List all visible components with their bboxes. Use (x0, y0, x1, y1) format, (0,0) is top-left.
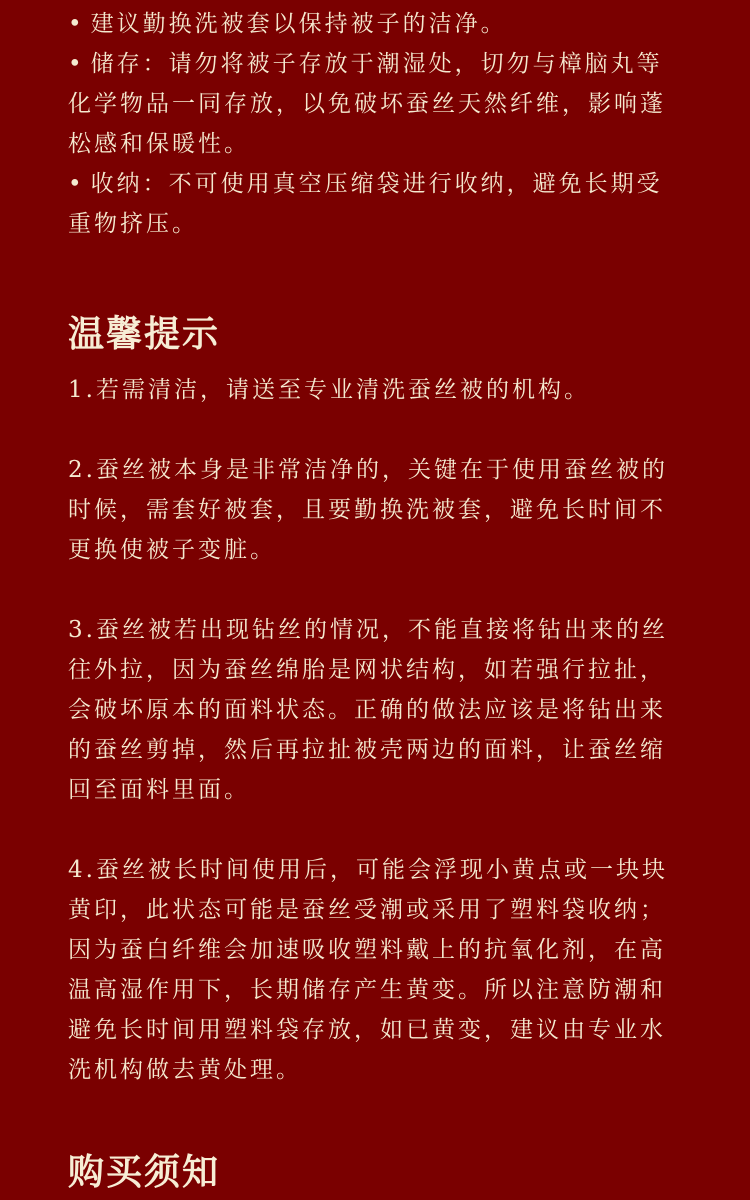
care-item-text: 建议勤换洗被套以保持被子的洁净。 (90, 11, 507, 37)
tip-item-1: 1.若需清洁，请送至专业清洗蚕丝被的机构。 (68, 377, 590, 403)
bullet-dot: • (68, 11, 85, 37)
tips-heading: 温馨提示 (68, 313, 221, 355)
care-item-wash (68, 4, 688, 44)
bullet-dot: • (68, 171, 85, 197)
tip-item-4: 4.蚕丝被长时间使用后，可能会浮现小黄点或一块块黄印，此状态可能是蚕丝受潮或采用了塑料袋收纳；因为蚕白纤维会加速吸收塑料戴上的抗氧化剂，在高温高湿作用下，长期储存产生黄变。所以注意防潮和避免长时间用塑料袋存放，如已黄变，建议由专业水洗机构做去黄处理。 (68, 857, 668, 1083)
tips-list (68, 370, 688, 1130)
purchase-heading: 购买须知 (68, 1151, 221, 1193)
care-item-packing (68, 164, 688, 244)
care-instructions-list (68, 4, 688, 244)
tip-item-3: 3.蚕丝被若出现钻丝的情况，不能直接将钻出来的丝往外拉，因为蚕丝绵胎是网状结构，如若强行拉扯，会破坏原本的面料状态。正确的做法应该是将钻出来的蚕丝剪掉，然后再拉扯被壳两边的面料，让蚕丝缩回至面料里面。 (68, 617, 668, 803)
care-item-storage (68, 44, 688, 164)
bullet-dot: • (68, 51, 85, 77)
tip-item-2: 2.蚕丝被本身是非常洁净的，关键在于使用蚕丝被的时候，需套好被套，且要勤换洗被套，避免长时间不更换使被子变脏。 (68, 457, 668, 563)
care-item-text: 储存：请勿将被子存放于潮湿处，切勿与樟脑丸等化学物品一同存放，以免破坏蚕丝天然纤维，影响蓬松感和保暖性。 (68, 51, 666, 157)
care-item-text: 收纳：不可使用真空压缩袋进行收纳，避免长期受重物挤压。 (68, 171, 663, 237)
